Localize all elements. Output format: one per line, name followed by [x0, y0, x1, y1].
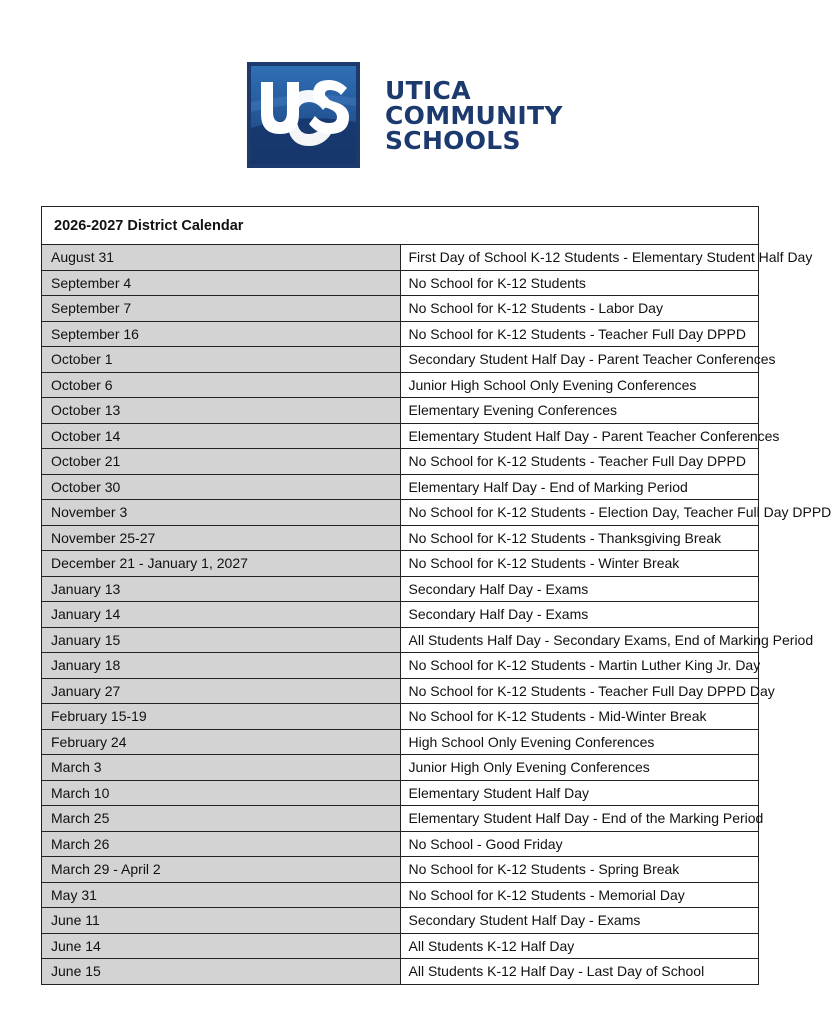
row-date: November 3	[42, 500, 401, 526]
table-row	[42, 576, 759, 602]
row-event: No School for K-12 Students - Election Day, Teacher Full Day DPPD	[400, 500, 759, 526]
row-date: October 6	[42, 372, 401, 398]
row-event: No School for K-12 Students - Winter Break	[400, 551, 759, 577]
row-event: Elementary Student Half Day - Parent Teacher Conferences	[400, 423, 759, 449]
calendar-body	[42, 245, 831, 985]
table-row	[42, 474, 759, 500]
table-row	[42, 551, 759, 577]
row-event: All Students K-12 Half Day	[400, 933, 759, 959]
table-row	[42, 933, 759, 959]
row-date: January 15	[42, 627, 401, 653]
district-logo	[247, 62, 563, 168]
row-date: March 3	[42, 755, 401, 781]
row-event: Secondary Student Half Day - Parent Teacher Conferences	[400, 347, 759, 373]
row-event: No School for K-12 Students - Labor Day	[400, 296, 759, 322]
row-event: No School for K-12 Students - Spring Break	[400, 857, 759, 883]
table-row	[42, 908, 759, 934]
row-date: February 15-19	[42, 704, 401, 730]
row-date: December 21 - January 1, 2027	[42, 551, 401, 577]
row-event: No School for K-12 Students - Memorial Day	[400, 882, 759, 908]
table-row	[42, 627, 759, 653]
ucs-monogram-logo	[247, 62, 360, 168]
row-date: January 27	[42, 678, 401, 704]
wordmark-line-2: COMMUNITY	[385, 100, 563, 130]
row-date: November 25-27	[42, 525, 401, 551]
table-row	[42, 525, 759, 551]
row-date: March 25	[42, 806, 401, 832]
row-event: All Students K-12 Half Day - Last Day of School	[400, 959, 759, 985]
row-date: March 10	[42, 780, 401, 806]
row-event: All Students Half Day - Secondary Exams, End of Marking Period	[400, 627, 759, 653]
table-row	[42, 500, 759, 526]
row-date: January 18	[42, 653, 401, 679]
table-row	[42, 296, 759, 322]
table-row	[42, 806, 759, 832]
row-date: September 7	[42, 296, 401, 322]
table-row	[42, 270, 759, 296]
table-row	[42, 423, 759, 449]
row-event: Elementary Evening Conferences	[400, 398, 759, 424]
table-row	[42, 729, 759, 755]
row-event: No School - Good Friday	[400, 831, 759, 857]
row-event: Elementary Student Half Day	[400, 780, 759, 806]
row-event: Junior High School Only Evening Conferences	[400, 372, 759, 398]
table-row	[42, 602, 759, 628]
row-event: No School for K-12 Students - Teacher Full Day DPPD Day	[400, 678, 759, 704]
row-event: No School for K-12 Students - Thanksgiving Break	[400, 525, 759, 551]
table-row	[42, 755, 759, 781]
row-date: October 14	[42, 423, 401, 449]
table-row	[42, 347, 759, 373]
row-event: Elementary Student Half Day - End of the Marking Period	[400, 806, 759, 832]
row-date: January 13	[42, 576, 401, 602]
row-date: October 1	[42, 347, 401, 373]
wordmark-line-1: UTICA	[385, 75, 471, 105]
table-row	[42, 831, 759, 857]
row-date: June 11	[42, 908, 401, 934]
table-row	[42, 882, 759, 908]
table-row	[42, 398, 759, 424]
row-event: Elementary Half Day - End of Marking Period	[400, 474, 759, 500]
district-name-wordmark	[385, 75, 563, 155]
row-date: June 14	[42, 933, 401, 959]
table-row	[42, 653, 759, 679]
table-row	[42, 321, 759, 347]
calendar-title-row	[42, 207, 759, 245]
table-row	[42, 372, 759, 398]
table-row	[42, 959, 759, 985]
row-date: September 4	[42, 270, 401, 296]
row-event: No School for K-12 Students - Teacher Full Day DPPD	[400, 321, 759, 347]
row-date: January 14	[42, 602, 401, 628]
row-date: October 13	[42, 398, 401, 424]
table-row	[42, 704, 759, 730]
table-row	[42, 678, 759, 704]
row-date: September 16	[42, 321, 401, 347]
row-date: March 26	[42, 831, 401, 857]
row-event: Secondary Student Half Day - Exams	[400, 908, 759, 934]
row-date: June 15	[42, 959, 401, 985]
row-event: No School for K-12 Students - Martin Luther King Jr. Day	[400, 653, 759, 679]
table-row	[42, 245, 759, 271]
row-date: February 24	[42, 729, 401, 755]
row-event: First Day of School K-12 Students - Elementary Student Half Day	[400, 245, 759, 271]
row-date: October 21	[42, 449, 401, 475]
table-row	[42, 449, 759, 475]
row-date: May 31	[42, 882, 401, 908]
row-event: Junior High Only Evening Conferences	[400, 755, 759, 781]
row-event: No School for K-12 Students	[400, 270, 759, 296]
calendar-title: 2026-2027 District Calendar	[42, 207, 759, 245]
row-date: March 29 - April 2	[42, 857, 401, 883]
row-event: No School for K-12 Students - Teacher Full Day DPPD	[400, 449, 759, 475]
row-date: August 31	[42, 245, 401, 271]
table-row	[42, 857, 759, 883]
row-event: Secondary Half Day - Exams	[400, 576, 759, 602]
row-event: High School Only Evening Conferences	[400, 729, 759, 755]
row-event: Secondary Half Day - Exams	[400, 602, 759, 628]
table-row	[42, 780, 759, 806]
district-calendar-table	[41, 206, 831, 985]
row-date: October 30	[42, 474, 401, 500]
row-event: No School for K-12 Students - Mid-Winter Break	[400, 704, 759, 730]
wordmark-line-3: SCHOOLS	[385, 125, 521, 155]
